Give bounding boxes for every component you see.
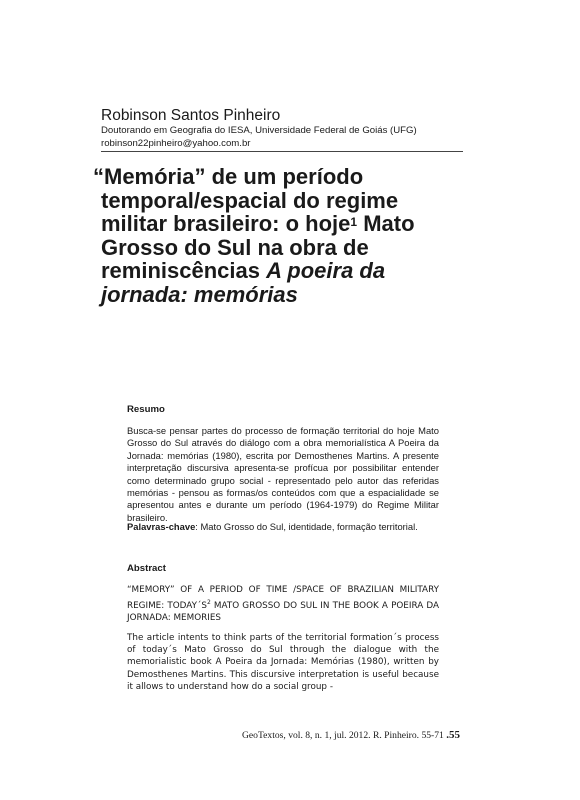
author-email: robinson22pinheiro@yahoo.com.br (101, 137, 251, 149)
article-title (93, 164, 446, 307)
author-block (101, 106, 463, 150)
abstract-heading: Abstract (127, 563, 166, 574)
keywords-list: : Mato Grosso do Sul, identidade, formação territorial. (195, 521, 418, 532)
abstract-title-part2: MATO GROSSO DO SUL IN THE BOOK A POEIRA DA JORNADA: MEMORIES (127, 600, 439, 623)
page-number: .55 (446, 729, 460, 741)
header-divider (101, 151, 463, 152)
abstract-title (127, 585, 439, 625)
title-text-part2: Mato Grosso do Sul na obra de reminiscências (101, 211, 415, 284)
title-book-name: A poeira da jornada: memórias (101, 258, 386, 307)
resumo-heading: Resumo (127, 404, 165, 415)
resumo-text: Busca-se pensar partes do processo de formação territorial do hoje Mato Grosso do Sul através do diálogo com a obra memorialística A Poeira da Jornada: memórias (1980), escrita por Demosthenes Martins. A presente interpretação discursiva apresenta-se profícua por possibilitar entender como determinado grupo social - representado pelo autor das referidas memórias - pensou as formas/os conteúdos com que a espacialidade se apresentou antes e durante um período (1964-1979) do Regime Militar brasileiro. (127, 425, 439, 523)
abstract-text: The article intents to think parts of the territorial formation´s process of today´s Mato Grosso do Sul through the dialogue with the memorialistic book A Poeira da Jornada: Memórias (1980), written by Demosthenes Martins. This discursive interpretation is useful because it allows to understand how do a social group - (127, 633, 439, 692)
footer-citation: GeoTextos, vol. 8, n. 1, jul. 2012. R. Pinheiro. 55-71 (241, 730, 444, 741)
keywords-label: Palavras-chave (127, 521, 196, 532)
keywords (127, 521, 439, 533)
title-footnote-mark[interactable]: 1 (350, 215, 358, 230)
page-footer (234, 729, 460, 741)
abstract-title-part1: “MEMORY” OF A PERIOD OF TIME /SPACE OF BRAZILIAN MILITARY REGIME: TODAY´S (127, 585, 439, 611)
title-text-part1: “Memória” de um período temporal/espacial do regime militar brasileiro: o hoje (93, 164, 399, 237)
author-name: Robinson Santos Pinheiro (101, 107, 281, 124)
abstract-footnote-mark[interactable]: 2 (206, 598, 211, 606)
author-affiliation: Doutorando em Geografia do IESA, Universidade Federal de Goiás (UFG) (101, 125, 417, 136)
